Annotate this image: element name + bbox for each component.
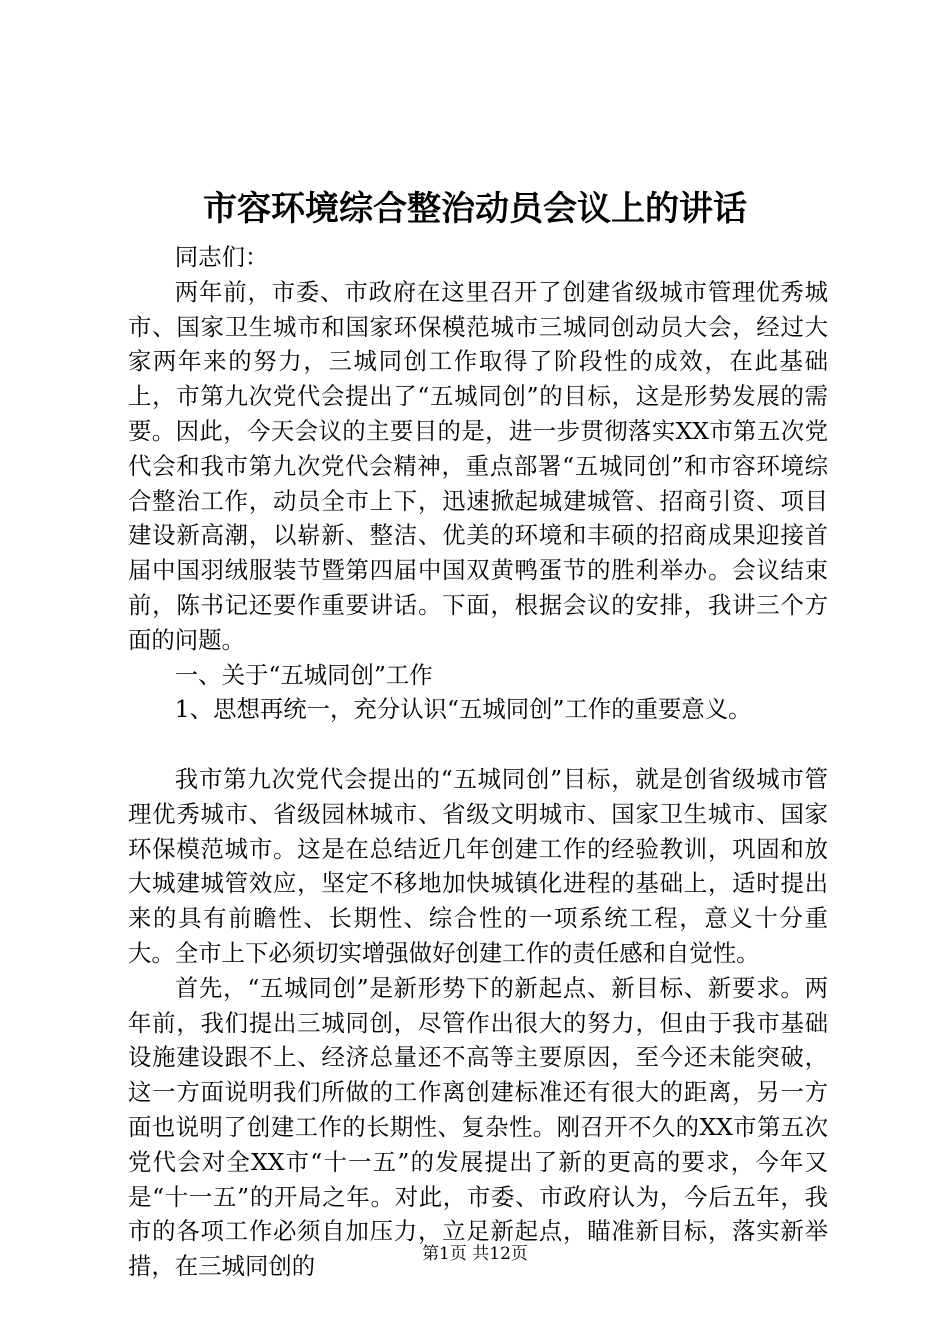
paragraph-first: 首先，“五城同创”是新形势下的新起点、新目标、新要求。两年前，我们提出三城同创，尽管作出很大的努力，但由于我市基础设施建设跟不上、经济总量还不高等主要原因，至今还未能突破，这一方面说明我们所做的工作离创建标准还有很大的距离，另一方面也说明了创建工作的长期性、复杂性。刚召开不久的XX市第五次党代会对全XX市“十一五”的发展提出了新的更高的要求，今年又是“十一五”的开局之年。对此，市委、市政府认为，今后五年，我市的各项工作必须自加压力，立足新起点，瞄准新目标，落实新举措，在三城同创的: [128, 973, 828, 1281]
salutation: 同志们：: [174, 243, 269, 271]
paragraph-goal: 我市第九次党代会提出的“五城同创”目标，就是创省级城市管理优秀城市、省级园林城市、省级文明城市、国家卫生城市、国家环保模范城市。这是在总结近几年创建工作的经验教训，巩固和放大城建城管效应，坚定不移地加快城镇化进程的基础上，适时提出来的具有前瞻性、长期性、综合性的一项系统工程，意义十分重大。全市上下必须切实增强做好创建工作的责任感和自觉性。: [128, 764, 828, 967]
document-body: [128, 240, 828, 1284]
page-number: 第1页 共12页: [422, 1244, 528, 1264]
paragraph-intro: 两年前，市委、市政府在这里召开了创建省级城市管理优秀城市、国家卫生城市和国家环保模范城市三城同创动员大会，经过大家两年来的努力，三城同创工作取得了阶段性的成效，在此基础上，市第九次党代会提出了“五城同创”的目标，这是形势发展的需要。因此，今天会议的主要目的是，进一步贯彻落实XX市第五次党代会和我市第九次党代会精神，重点部署“五城同创”和市容环境综合整治工作，动员全市上下，迅速掀起城建城管、招商引资、项目建设新高潮，以崭新、整洁、优美的环境和丰硕的招商成果迎接首届中国羽绒服装节暨第四届中国双黄鸭蛋节的胜利举办。会议结束前，陈书记还要作重要讲话。下面，根据会议的安排，我讲三个方面的问题。: [128, 277, 828, 654]
document-title: 市容环境综合整治动员会议上的讲话: [203, 189, 747, 229]
subsection-heading: 1、思想再统一，充分认识“五城同创”工作的重要意义。: [174, 695, 752, 724]
section-heading: 一、关于“五城同创”工作: [174, 660, 433, 689]
